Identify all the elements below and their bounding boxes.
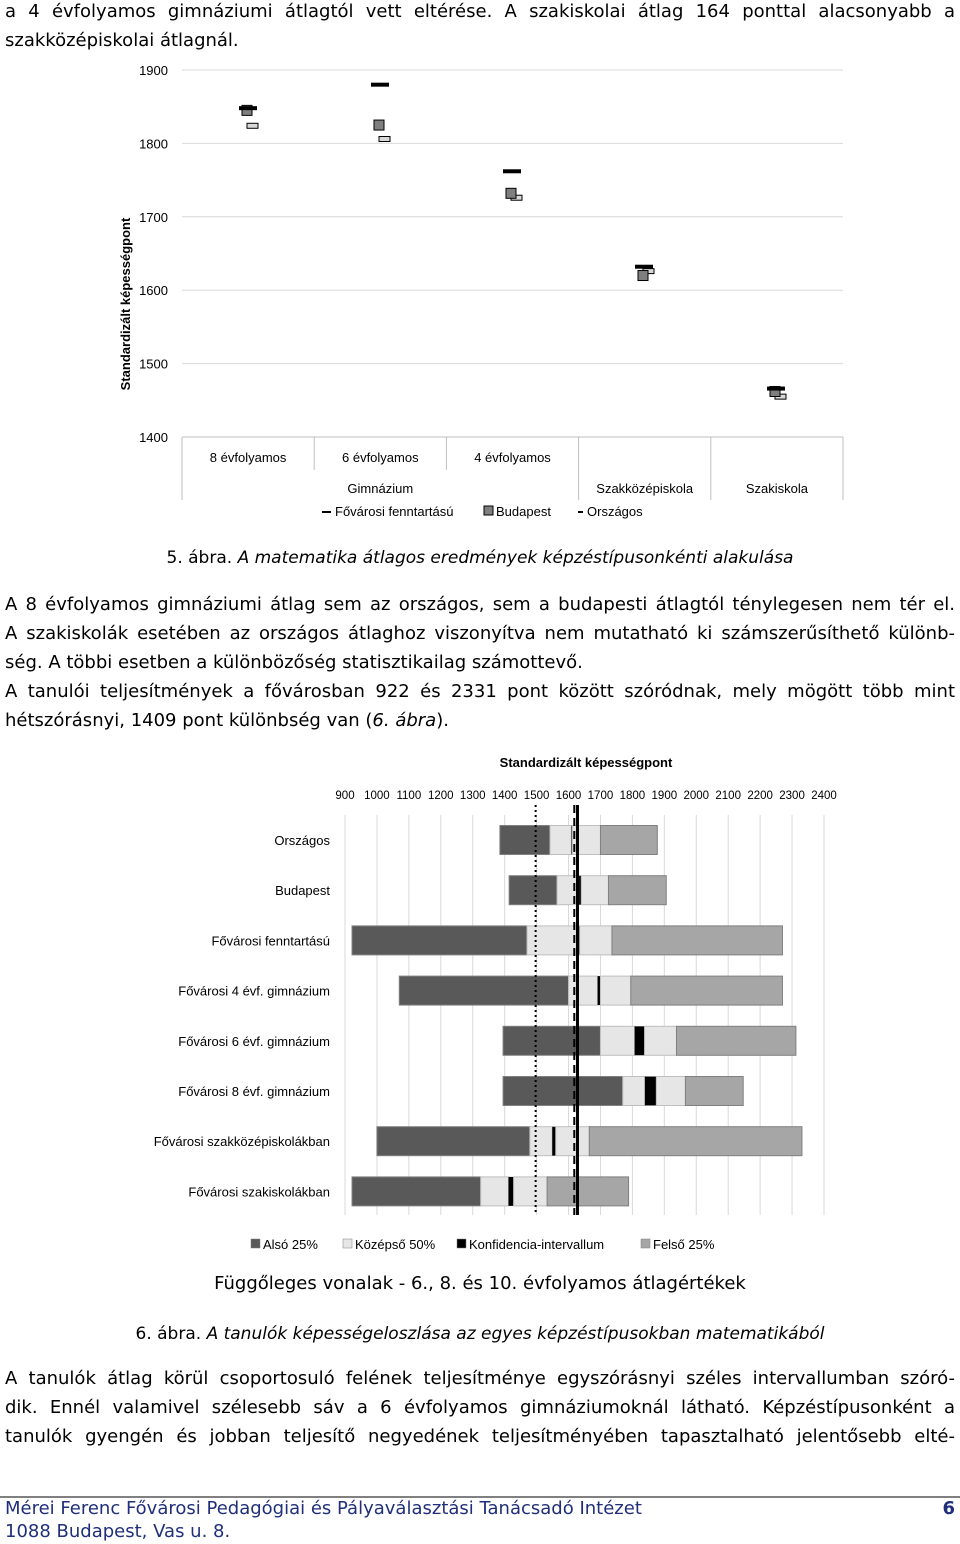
fig5-legend-label-fovarosi: Fővárosi fenntartású	[335, 504, 454, 519]
footer-address: 1088 Budapest, Vas u. 8.	[5, 1521, 231, 1542]
fig5-legend	[322, 504, 643, 519]
fig6-bar-middle-50-left	[550, 826, 571, 855]
fig6-x-tick-label: 1200	[428, 790, 454, 802]
fig6-bar-middle-50-right	[556, 1127, 590, 1156]
fig5-marker-orszagos	[379, 136, 390, 141]
fig5-y-tick-label: 1900	[139, 63, 168, 78]
paragraph-3-line1: A tanulói teljesítmények a fővárosban 922 és 2331 pont között szóródnak, mely mögött több mint	[5, 681, 955, 702]
fig5-category-axis	[182, 437, 843, 500]
fig6-bar-middle-50-right	[656, 1077, 685, 1106]
figure-5-caption-text: A matematika átlagos eredmények képzéstípusonkénti alakulása	[237, 548, 794, 568]
paragraph-4-line2: dik. Ennél valamivel szélesebb sáv a 6 évfolyamos gimnáziumoknál látható. Képzéstípusonként a	[5, 1397, 955, 1418]
fig6-x-tick-label: 900	[335, 790, 355, 802]
fig6-bar-upper-25	[631, 976, 783, 1005]
paragraph-2-line2: A szakiskolák esetében az országos átlaghoz viszonyítva nem mutatható ki számszerűsíthető különb-	[5, 623, 955, 644]
fig6-x-tick-label: 1700	[587, 790, 614, 802]
fig5-gridlines	[182, 70, 843, 437]
fig5-marker-fovarosi	[635, 265, 653, 269]
fig5-category-label: 8 évfolyamos	[209, 450, 287, 465]
paragraph-3-line2-end: ).	[436, 710, 449, 731]
fig6-x-tick-label: 1100	[396, 790, 422, 802]
fig5-y-tick-labels	[139, 63, 168, 445]
fig5-y-tick-label: 1700	[139, 209, 168, 225]
fig6-bar-middle-50-left	[569, 976, 598, 1005]
fig6-legend-label: Felső 25%	[653, 1237, 715, 1252]
fig6-bar-middle-50-left	[600, 1026, 634, 1055]
fig6-x-tick-labels	[335, 790, 836, 802]
fig5-marker-budapest	[638, 271, 648, 281]
fig6-bar-confidence-interval	[552, 1127, 556, 1156]
fig6-bar-lower-25	[500, 826, 550, 855]
figure-6-caption-text: A tanulók képességeloszlása az egyes képzéstípusokban matematikából	[206, 1324, 825, 1344]
top-paragraph-line1: a 4 évfolyamos gimnáziumi átlagtól vett eltérése. A szakiskolai átlag 164 ponttal alacsonyabb a	[5, 1, 955, 22]
fig6-bar-confidence-interval	[645, 1077, 656, 1106]
fig6-bar-confidence-interval	[635, 1026, 645, 1055]
fig6-bar-middle-50-right	[580, 926, 612, 955]
fig6-x-tick-label: 2400	[811, 790, 837, 802]
fig6-x-tick-label: 1400	[491, 790, 518, 802]
figure-6-caption	[0, 1324, 960, 1344]
fig6-x-tick-label: 1000	[364, 790, 390, 802]
fig6-category-label: Fővárosi 6 évf. gimnázium	[178, 1033, 330, 1049]
fig6-x-tick-label: 2200	[747, 790, 773, 802]
fig6-category-label: Fővárosi fenntartású	[211, 933, 330, 949]
figure-6-reference: 6. ábra	[372, 710, 437, 731]
fig5-y-axis-label: Standardizált képességpont	[118, 217, 133, 391]
paragraph-3-line2	[5, 706, 955, 735]
fig6-legend	[251, 1237, 715, 1252]
figure-6-caption-number: 6. ábra.	[135, 1324, 202, 1344]
fig6-bar-upper-25	[547, 1177, 628, 1206]
fig6-bar-lower-25	[377, 1127, 530, 1156]
fig6-x-tick-label: 1900	[651, 790, 678, 802]
fig6-x-tick-label: 2100	[715, 790, 741, 802]
fig5-y-tick-label: 1600	[139, 283, 168, 299]
fig6-x-tick-label: 2300	[779, 790, 805, 802]
paragraph-3-line2-text: hétszórásnyi, 1409 pont különbség van (	[5, 710, 373, 731]
fig5-legend-label-budapest: Budapest	[496, 504, 551, 519]
fig6-category-label: Fővárosi szakközépiskolákban	[153, 1134, 330, 1150]
fig6-x-tick-label: 1500	[523, 790, 550, 802]
fig6-bar-middle-50-left	[530, 1127, 552, 1156]
fig5-marker-fovarosi	[371, 83, 389, 87]
fig6-legend-swatch	[343, 1239, 352, 1248]
paragraph-2-line3: ség. A többi esetben a különbözőség statisztikailag számottevő.	[5, 652, 583, 673]
figure-5-caption-number: 5. ábra.	[166, 548, 233, 568]
fig6-bar-lower-25	[399, 976, 568, 1005]
fig6-category-label: Fővárosi 8 évf. gimnázium	[178, 1084, 330, 1099]
fig6-legend-swatch	[641, 1239, 650, 1248]
fig6-bar-upper-25	[612, 926, 783, 955]
figure-6-chart	[0, 745, 960, 1265]
fig6-category-label: Budapest	[275, 883, 330, 899]
fig6-x-tick-label: 1300	[459, 790, 486, 802]
paragraph-4-line1: A tanulók átlag körül csoportosuló felének teljesítménye egyszórásnyi széles intervallumban szóró-	[5, 1368, 955, 1389]
fig5-group-label: Gimnázium	[347, 481, 414, 496]
fig5-marker-fovarosi	[239, 106, 257, 110]
fig6-bar-confidence-interval	[508, 1177, 513, 1206]
fig5-data-marks	[239, 83, 786, 399]
fig5-legend-label-orszagos: Országos	[587, 504, 643, 519]
fig5-y-tick-label: 1500	[139, 356, 168, 372]
fig5-legend-swatch-orszagos	[578, 511, 583, 513]
fig6-bar-lower-25	[509, 876, 557, 905]
fig5-y-tick-label: 1400	[139, 430, 168, 445]
fig6-category-label: Fővárosi szakiskolákban	[188, 1184, 330, 1200]
fig6-legend-label: Alsó 25%	[263, 1237, 318, 1252]
fig6-chart-title: Standardizált képességpont	[499, 755, 673, 770]
fig5-marker-orszagos	[247, 123, 258, 128]
fig5-legend-swatch-fovarosi	[322, 511, 331, 513]
fig5-category-label: Szakiskola	[745, 481, 808, 496]
fig6-bar-upper-25	[676, 1026, 795, 1055]
fig6-bar-middle-50-left	[557, 876, 579, 905]
paragraph-4	[5, 1364, 955, 1451]
fig6-bar-middle-50-right	[645, 1026, 677, 1055]
fig6-bar-lower-25	[352, 926, 527, 955]
fig6-bar-middle-50-right	[514, 1177, 548, 1206]
fig6-category-label: Országos	[274, 833, 330, 848]
fig6-legend-swatch	[251, 1239, 260, 1248]
fig5-marker-fovarosi	[503, 169, 521, 173]
fig6-bar-lower-25	[503, 1026, 600, 1055]
top-paragraph-line2: szakközépiskolai átlagnál.	[5, 30, 239, 51]
fig6-bar-upper-25	[608, 876, 666, 905]
fig5-marker-fovarosi	[767, 387, 785, 391]
fig5-marker-budapest	[506, 188, 516, 198]
fig6-legend-label: Konfidencia-intervallum	[469, 1237, 605, 1252]
fig6-bar-upper-25	[685, 1077, 743, 1106]
fig6-x-tick-label: 2000	[683, 790, 710, 802]
fig5-category-label: 4 évfolyamos	[474, 450, 551, 465]
fig6-bar-lower-25	[352, 1177, 481, 1206]
fig6-bar-middle-50-left	[481, 1177, 509, 1206]
fig5-y-tick-label: 1800	[139, 136, 168, 152]
fig6-bar-upper-25	[600, 826, 657, 855]
figure-5-chart	[0, 50, 960, 580]
fig5-legend-swatch-budapest	[484, 506, 493, 515]
figure-6-note: Függőleges vonalak - 6., 8. és 10. évfolyamos átlagértékek	[214, 1273, 746, 1294]
footer-institute: Mérei Ferenc Fővárosi Pedagógiai és Pályaválasztási Tanácsadó Intézet	[5, 1498, 642, 1519]
fig6-bar-lower-25	[503, 1077, 623, 1106]
fig6-category-label: Fővárosi 4 évf. gimnázium	[178, 983, 330, 999]
fig5-category-label: Szakközépiskola	[596, 481, 694, 496]
fig6-legend-swatch	[457, 1239, 466, 1248]
fig6-x-tick-label: 1800	[619, 790, 646, 802]
paragraph-2-line1: A 8 évfolyamos gimnáziumi átlag sem az országos, sem a budapesti átlagtól ténylegesen nem tér el.	[5, 594, 955, 615]
figure-5-caption	[0, 548, 960, 568]
fig6-bar-upper-25	[589, 1127, 802, 1156]
fig6-bar-middle-50-left	[623, 1077, 645, 1106]
fig5-marker-budapest	[374, 120, 384, 130]
fig6-x-tick-label: 1600	[555, 790, 582, 802]
fig6-bar-middle-50-right	[600, 976, 630, 1005]
footer-page-number: 6	[942, 1498, 955, 1519]
paragraph-2	[5, 590, 955, 677]
top-paragraph	[5, 0, 955, 55]
fig5-category-label: 6 évfolyamos	[342, 450, 419, 465]
paragraph-3	[5, 677, 955, 735]
fig6-bar-middle-50-right	[581, 876, 608, 905]
paragraph-4-line3: tanulók gyengén és jobban teljesítő negyedének teljesítményében tapasztalható jelentősebb elté-	[5, 1426, 955, 1447]
fig6-legend-label: Középső 50%	[355, 1237, 436, 1252]
fig6-category-labels	[154, 833, 331, 1199]
